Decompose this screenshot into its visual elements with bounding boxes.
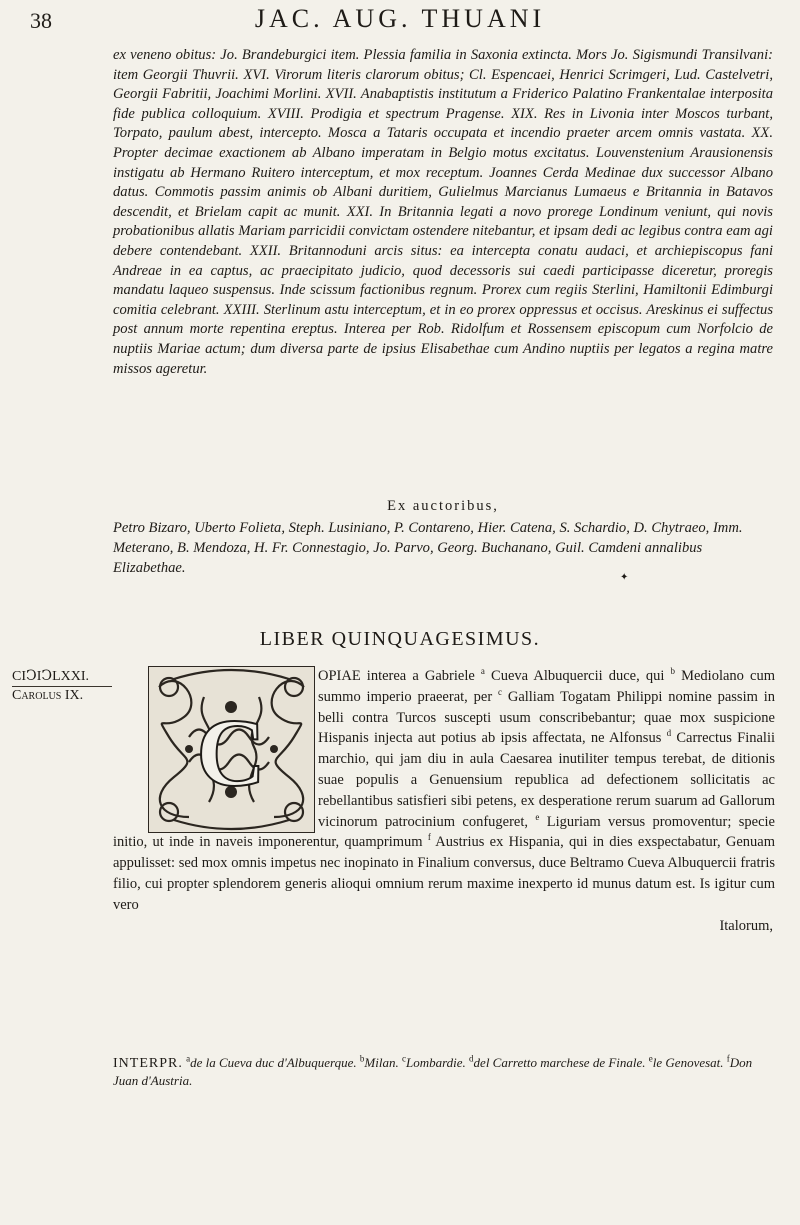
note-mark-b: b <box>359 1053 365 1064</box>
main-text-part-6: Liguriam versus promoventur; specie initio, ut inde in naveis imponerentur, quamprimum <box>113 813 775 851</box>
main-text-part-3: Mediolano cum summo imperio praeerat, per <box>318 668 775 705</box>
running-title: JAC. AUG. THUANI <box>254 4 546 33</box>
margin-king: Carolus IX. <box>12 688 84 703</box>
page-number: 38 <box>30 8 52 33</box>
ornament-mark: ✦ <box>620 572 629 583</box>
footnote-ref-b: b <box>670 666 675 677</box>
catchword: Italorum, <box>719 917 773 934</box>
chapter-summary-text: ex veneno obitus: Jo. Brandeburgici item. Plessia familia in Saxonia extincta. Mors Jo. Sigismundi Transilvani: item Georgii Thuvrii. XVI. Virorum literis clarorum obitus; Cl. Espencaei, Henrici Scrimgeri, Lud. Castelvetri, Georgii Fabritii, Joachimi Morlini. XVII. Anabaptistis institutum a Friderico Palatino Frankentalae interposita fide publica colloquium. XVIII. Prodigia et spectrum Pragense. XIX. Res in Livonia inter Moscos turbant, Torpato, paulum abest, intercepto. Mosca a Tataris occupata et incendio praeter arcem omnis vastata. XX. Propter decimae exactionem ab Albano imperatam in Belgio motus excitatus. Louvenstenium Arausionensis instigatu ab Hermano Ruitero interceptum, et mox receptum. Joannes Cerda Medinae dux successor Albano datus. Commotis passim animis ob Albani duritiem, Gulielmus Marcianus Lumaeus e Britannia in Batavos descendit, et Brielam capit ac munit. XXI. In Britannia legati a novo prorege Londinum veniunt, qui novis probationibus allatis Mariam parricidii convictam ostendere nitebantur, et ipsam dedi ac legibus contra eam agi debere contendebant. XXII. Britannoduni arcis situs: ea intercepta conatu audaci, et archiepiscopus fani Andreae in ea captus, ac praecipitato judicio, quod decessoris sui caedi participasse diceretur, proregis mandatu laqueo suspensus. Inde scissum factionibus regnum. Prorex cum regiis Sterlini, Hamiltonii Edimburgi comitia celebrant. XXIII. Sterlinum astu interceptum, et in eo prorex oppressus et occisus. Areskinus ei suffectus post annum morte repentina ereptus. Interea per Rob. Ridolfum et Rossensem episcopum cum Norfolcio de nuptiis Mariae actum; dum diversa parte de ipsius Elisabethae cum Andino nuptiis per legatos a regina matre missos ageretur. <box>113 47 773 377</box>
note-b: Milan. <box>364 1055 399 1070</box>
note-mark-e: e <box>648 1053 653 1064</box>
margin-rule <box>12 686 112 687</box>
note-mark-c: c <box>401 1053 406 1064</box>
chapter-summary <box>113 46 773 379</box>
note-c: Lombardie. <box>405 1055 466 1070</box>
ornamental-initial-icon <box>149 667 314 832</box>
note-mark-d: d <box>469 1053 474 1064</box>
sources-text: Petro Bizaro, Uberto Folieta, Steph. Lusiniano, P. Contareno, Hier. Catena, S. Schardio, D. Chytraeo, Imm. Meterano, B. Mendoza, H. Fr. Connestagio, Jo. Parvo, Georg. Buchanano, Guil. Camdeni annalibus Elizabethae. <box>113 520 743 576</box>
interpretation-label: INTERPR. <box>113 1056 183 1071</box>
main-text-part-4: Galliam Togatam Philippi nomine passim in belli contra Turcos suscepti usum conscribebantur; quae mox suspicione Hispanis injecta aut potius ab ipsis affectata, ne Alfonsus <box>318 688 776 747</box>
note-e: le Genovesat. <box>652 1055 724 1070</box>
note-a: de la Cueva duc d'Albuquerque. <box>190 1055 357 1070</box>
footnote-ref-c: c <box>498 686 502 697</box>
main-text-part-5: Carrectus Finalii marchio, qui jam diu in aula Caesarea inutiliter tempus terebat, de ditionis suae populis a Genuensium republica ad defectionem sollicitatis ac rebellantibus satisfieri sibi petens, ex desperatione rerum suarum ad Gallorum vicinorum patrocinium confugeret, <box>318 730 776 830</box>
initial-letter: C <box>196 699 266 806</box>
note-mark-a: a <box>186 1053 191 1064</box>
interpretation-notes <box>113 1054 775 1089</box>
main-text-part-2: Cueva Albuquercii duce, qui <box>484 668 671 684</box>
footnote-ref-f: f <box>427 832 431 843</box>
note-d: del Carretto marchese de Finale. <box>473 1055 646 1070</box>
margin-year: CIↃIↃLXXI. <box>12 669 90 684</box>
note-mark-f: f <box>726 1053 730 1064</box>
sources-heading: Ex auctoribus, <box>387 498 499 514</box>
footnote-ref-d: d <box>666 728 672 739</box>
footnote-ref-a: a <box>480 666 485 677</box>
footnote-ref-e: e <box>535 811 540 822</box>
main-text-part-7: Austrius ex Hispania, qui in dies exspectabatur, Genuam appulisset: sed mox omnis impetus nec inopinato in Finalium conversus, duce Beltramo Cueva Albuquercii fratris filio, cui propter splendorem generis alioqui omnium rerum maxime inexperto id munus datum est. Is igitur cum vero <box>113 834 776 913</box>
note-f: Don Juan d'Austria. <box>113 1055 753 1088</box>
decorated-initial <box>148 666 315 833</box>
sources-list <box>113 518 773 578</box>
book-title: LIBER QUINQUAGESIMUS. <box>259 628 541 650</box>
main-text-part-1: OPIAE interea a Gabriele <box>318 668 481 684</box>
